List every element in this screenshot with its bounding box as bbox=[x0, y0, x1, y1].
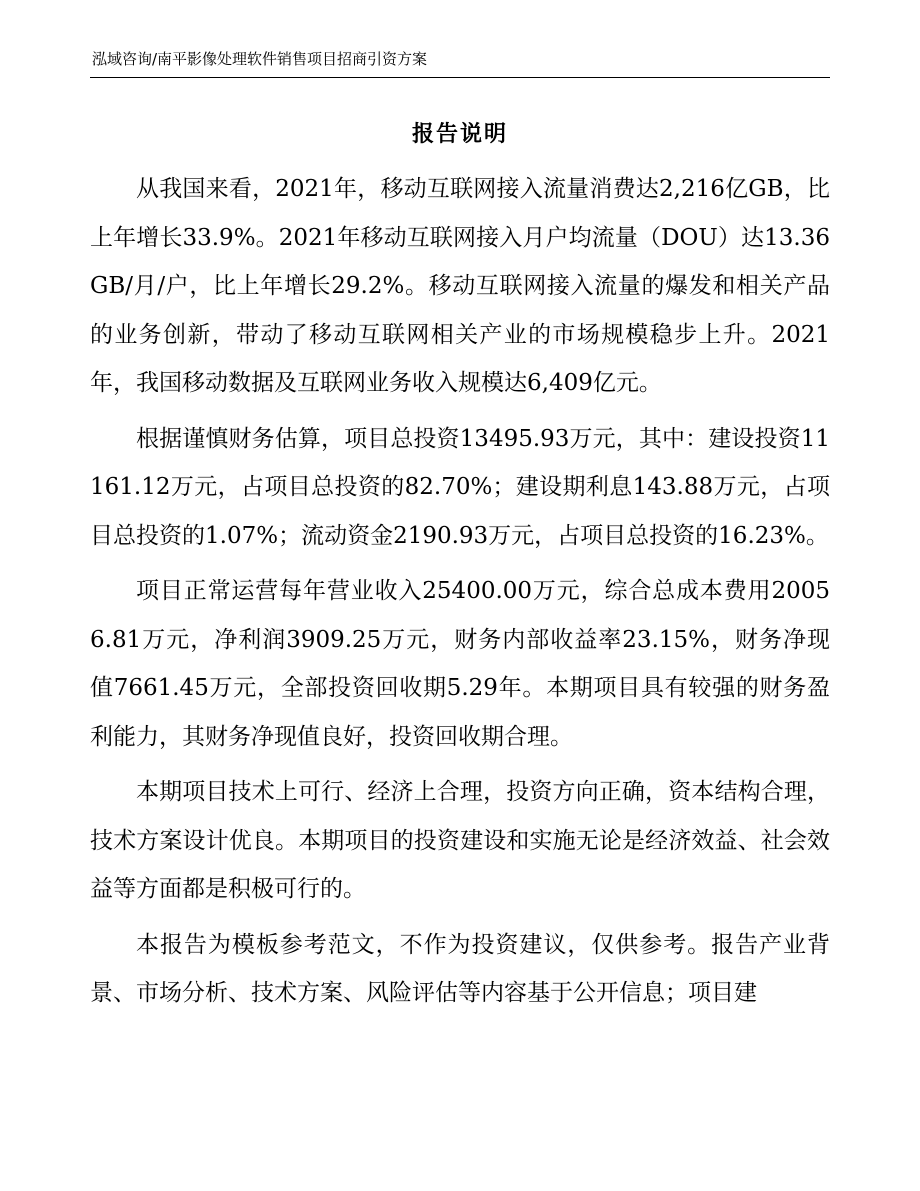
header-divider bbox=[90, 77, 830, 78]
paragraph-market-background: 从我国来看，2021年，移动互联网接入流量消费达2,216亿GB，比上年增长33.9%。2021年移动互联网接入月户均流量（DOU）达13.36GB/月/户，比上年增长29.2%。移动互联网接入流量的爆发和相关产品的业务创新，带动了移动互联网相关产业的市场规模稳步上升。2021年，我国移动数据及互联网业务收入规模达6,409亿元。 bbox=[90, 176, 830, 396]
paragraph-financial-returns: 项目正常运营每年营业收入25400.00万元，综合总成本费用20056.81万元，净利润3909.25万元，财务内部收益率23.15%，财务净现值7661.45万元，全部投资回收期5.29年。本期项目具有较强的财务盈利能力，其财务净现值良好，投资回收期合理。 bbox=[90, 578, 830, 750]
paragraph-disclaimer: 本报告为模板参考范文，不作为投资建议，仅供参考。报告产业背景、市场分析、技术方案、风险评估等内容基于公开信息；项目建 bbox=[90, 931, 830, 1006]
running-header: 泓域咨询/南平影像处理软件销售项目招商引资方案 bbox=[92, 50, 428, 68]
paragraph-investment-estimate: 根据谨慎财务估算，项目总投资13495.93万元，其中：建设投资11161.12万元，占项目总投资的82.70%；建设期利息143.88万元，占项目总投资的1.07%；流动资金2190.93万元，占项目总投资的16.23%。 bbox=[90, 425, 830, 549]
page-title: 报告说明 bbox=[411, 122, 508, 147]
paragraph-feasibility: 本期项目技术上可行、经济上合理，投资方向正确，资本结构合理，技术方案设计优良。本期项目的投资建设和实施无论是经济效益、社会效益等方面都是积极可行的。 bbox=[90, 779, 830, 902]
report-body bbox=[90, 165, 830, 1025]
